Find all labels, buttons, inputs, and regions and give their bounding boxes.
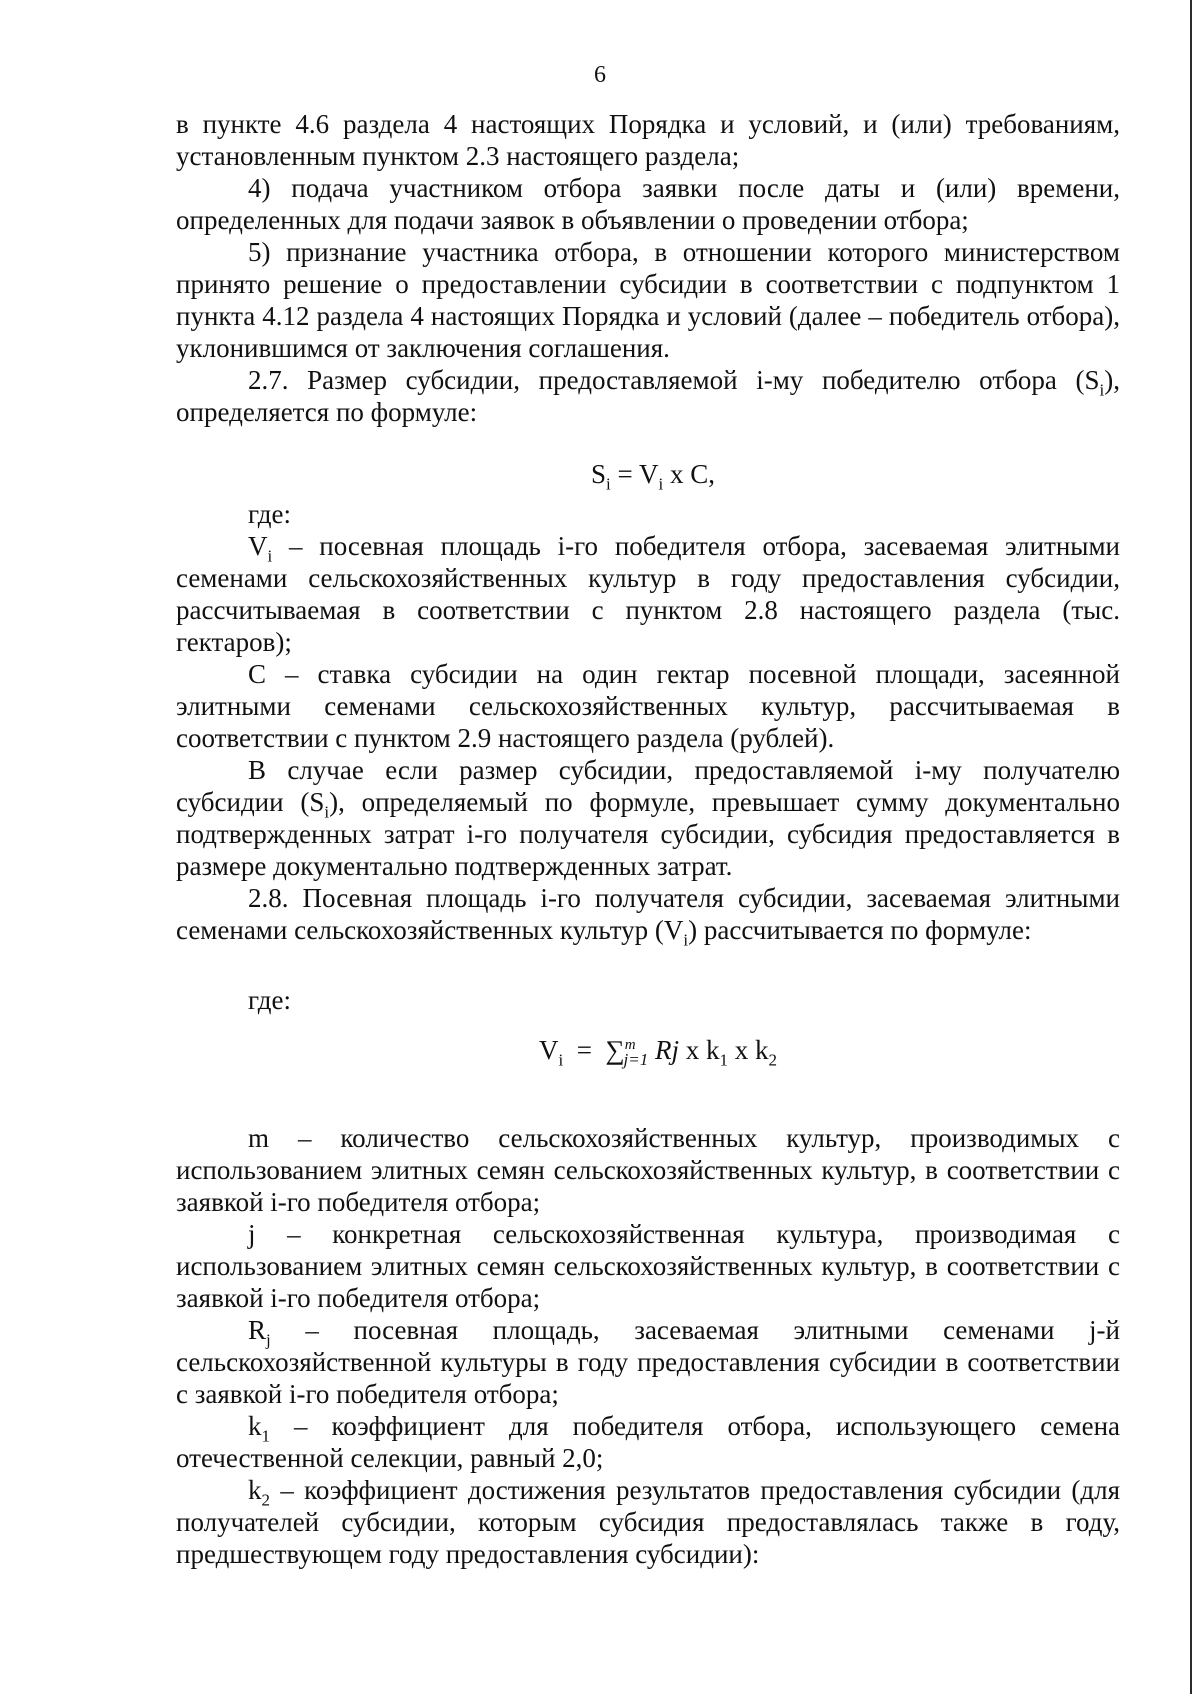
definition-m: m – количество сельскохозяйственных культур, производимых с использованием элитных семян сельскохозяйственных культур, в соответствии с заявкой i-го победителя отбора;: [176, 1123, 1120, 1217]
definition-vi-symbol: V: [248, 531, 268, 561]
definition-k2: [176, 1474, 1120, 1570]
definition-vi-text: – посевная площадь i-го победителя отбора, засеваемая элитными семенами сельскохозяйственных культур в году предоставления субсидии, рассчитываемая в соответствии с пунктом 2.8 настоящего раздела (тыс. гектаров);: [176, 531, 1120, 657]
definition-k1-text: – коэффициент для победителя отбора, использующего семена отечественной селекции, равный 2,0;: [176, 1411, 1120, 1473]
formula-sown-area: [176, 1034, 1120, 1070]
paragraph-2-8-text-b: ) рассчитывается по формуле:: [688, 915, 1032, 945]
formula2-v: V: [538, 1035, 559, 1065]
paragraph-item-5: 5) признание участника отбора, в отношении которого министерством принято решение о предоставлении субсидии в соответствии с подпунктом 1 пункта 4.12 раздела 4 настоящих Порядка и условий (далее – победитель отбора), уклонившимся от заключения соглашения.: [176, 237, 1120, 363]
definition-rj: [176, 1314, 1120, 1410]
formula-tail: x C,: [663, 459, 715, 489]
formula-v-subscript: i: [658, 474, 664, 494]
definition-c: С – ставка субсидии на один гектар посевной площади, засеянной элитными семенами сельскохозяйственных культур, рассчитываемая в соответствии с пунктом 2.9 настоящего раздела (рублей).: [176, 659, 1120, 753]
paragraph-excess-case: [176, 754, 1120, 882]
formula2-k1-subscript: 1: [719, 1050, 728, 1070]
paragraph-2-7-text-b: ), определяется по формуле:: [176, 365, 1120, 427]
where-label-2: где:: [248, 985, 291, 1015]
definition-rj-subscript: j: [266, 1330, 271, 1350]
formula2-x-k1: x k: [679, 1035, 720, 1065]
paragraph-2-7-text-a: 2.7. Размер субсидии, предоставляемой i-му победителю отбора (S: [248, 365, 1100, 395]
sum-lower-limit: j=1: [623, 1050, 649, 1070]
definition-vi: [176, 530, 1120, 658]
formula-eq-v: = V: [610, 459, 659, 489]
formula2-eq: =: [563, 1035, 606, 1065]
definition-k2-subscript: 2: [261, 1490, 270, 1510]
paragraph-excess-text-a: В случае если размер субсидии, предоставляемой i-му получателю субсидии (S: [176, 755, 1120, 817]
definition-k1-subscript: 1: [261, 1426, 270, 1446]
paragraph-2-7: [176, 364, 1120, 428]
definition-k2-text: – коэффициент достижения результатов предоставления субсидии (для получателей субсидии, которым субсидия предоставлялась также в году, предшествующем году предоставления субсидии):: [176, 1475, 1120, 1569]
formula2-k2-subscript: 2: [768, 1050, 777, 1070]
paragraph-1: в пункте 4.6 раздела 4 настоящих Порядка и условий, и (или) требованиям, установленным пунктом 2.3 настоящего раздела;: [176, 109, 1120, 171]
definition-k2-symbol: k: [248, 1475, 262, 1505]
page-number: 6: [594, 62, 606, 88]
document-body: [176, 108, 1120, 1570]
paragraph-item-4: 4) подача участником отбора заявки после даты и (или) времени, определенных для подачи заявок в объявлении о проведении отбора;: [176, 173, 1120, 235]
formula2-rj: Rj: [648, 1035, 679, 1065]
definition-rj-text: – посевная площадь, засеваемая элитными семенами j-й сельскохозяйственной культуры в году предоставления субсидии в соответствии с заявкой i-го победителя отбора;: [176, 1315, 1120, 1409]
sum-upper-limit: m: [624, 1037, 636, 1053]
page-edge-line: [1190, 0, 1192, 1694]
paragraph-2-8: [176, 882, 1120, 950]
where-label-1: где:: [248, 499, 291, 529]
formula-subsidy-size: [176, 458, 1120, 494]
formula2-v-subscript: i: [558, 1050, 564, 1070]
formula-s-subscript: i: [606, 474, 611, 494]
definition-k1: [176, 1410, 1120, 1474]
definition-rj-symbol: R: [248, 1315, 267, 1345]
paragraph-excess-subscript: i: [324, 802, 330, 822]
sum-symbol: ∑: [605, 1035, 625, 1065]
spacer: [176, 946, 1120, 984]
definition-vi-subscript: i: [267, 546, 273, 566]
definition-k1-symbol: k: [248, 1411, 262, 1441]
paragraph-2-8-text-a: 2.8. Посевная площадь i-го получателя субсидии, засеваемая элитными семенами сельскохозяйственных культур (V: [176, 883, 1120, 945]
paragraph-excess-text-b: ), определяемый по формуле, превышает сумму документально подтвержденных затрат i-го получателя субсидии, субсидия предоставляется в размере документально подтвержденных затрат.: [176, 787, 1120, 881]
definition-j: j – конкретная сельскохозяйственная культура, производимая с использованием элитных семян сельскохозяйственных культур, в соответствии с заявкой i-го победителя отбора;: [176, 1219, 1120, 1313]
subscript-i: i: [1099, 380, 1105, 400]
formula2-x-k2: x k: [728, 1035, 769, 1065]
paragraph-2-8-subscript: i: [683, 930, 689, 950]
formula-s: S: [590, 459, 607, 489]
